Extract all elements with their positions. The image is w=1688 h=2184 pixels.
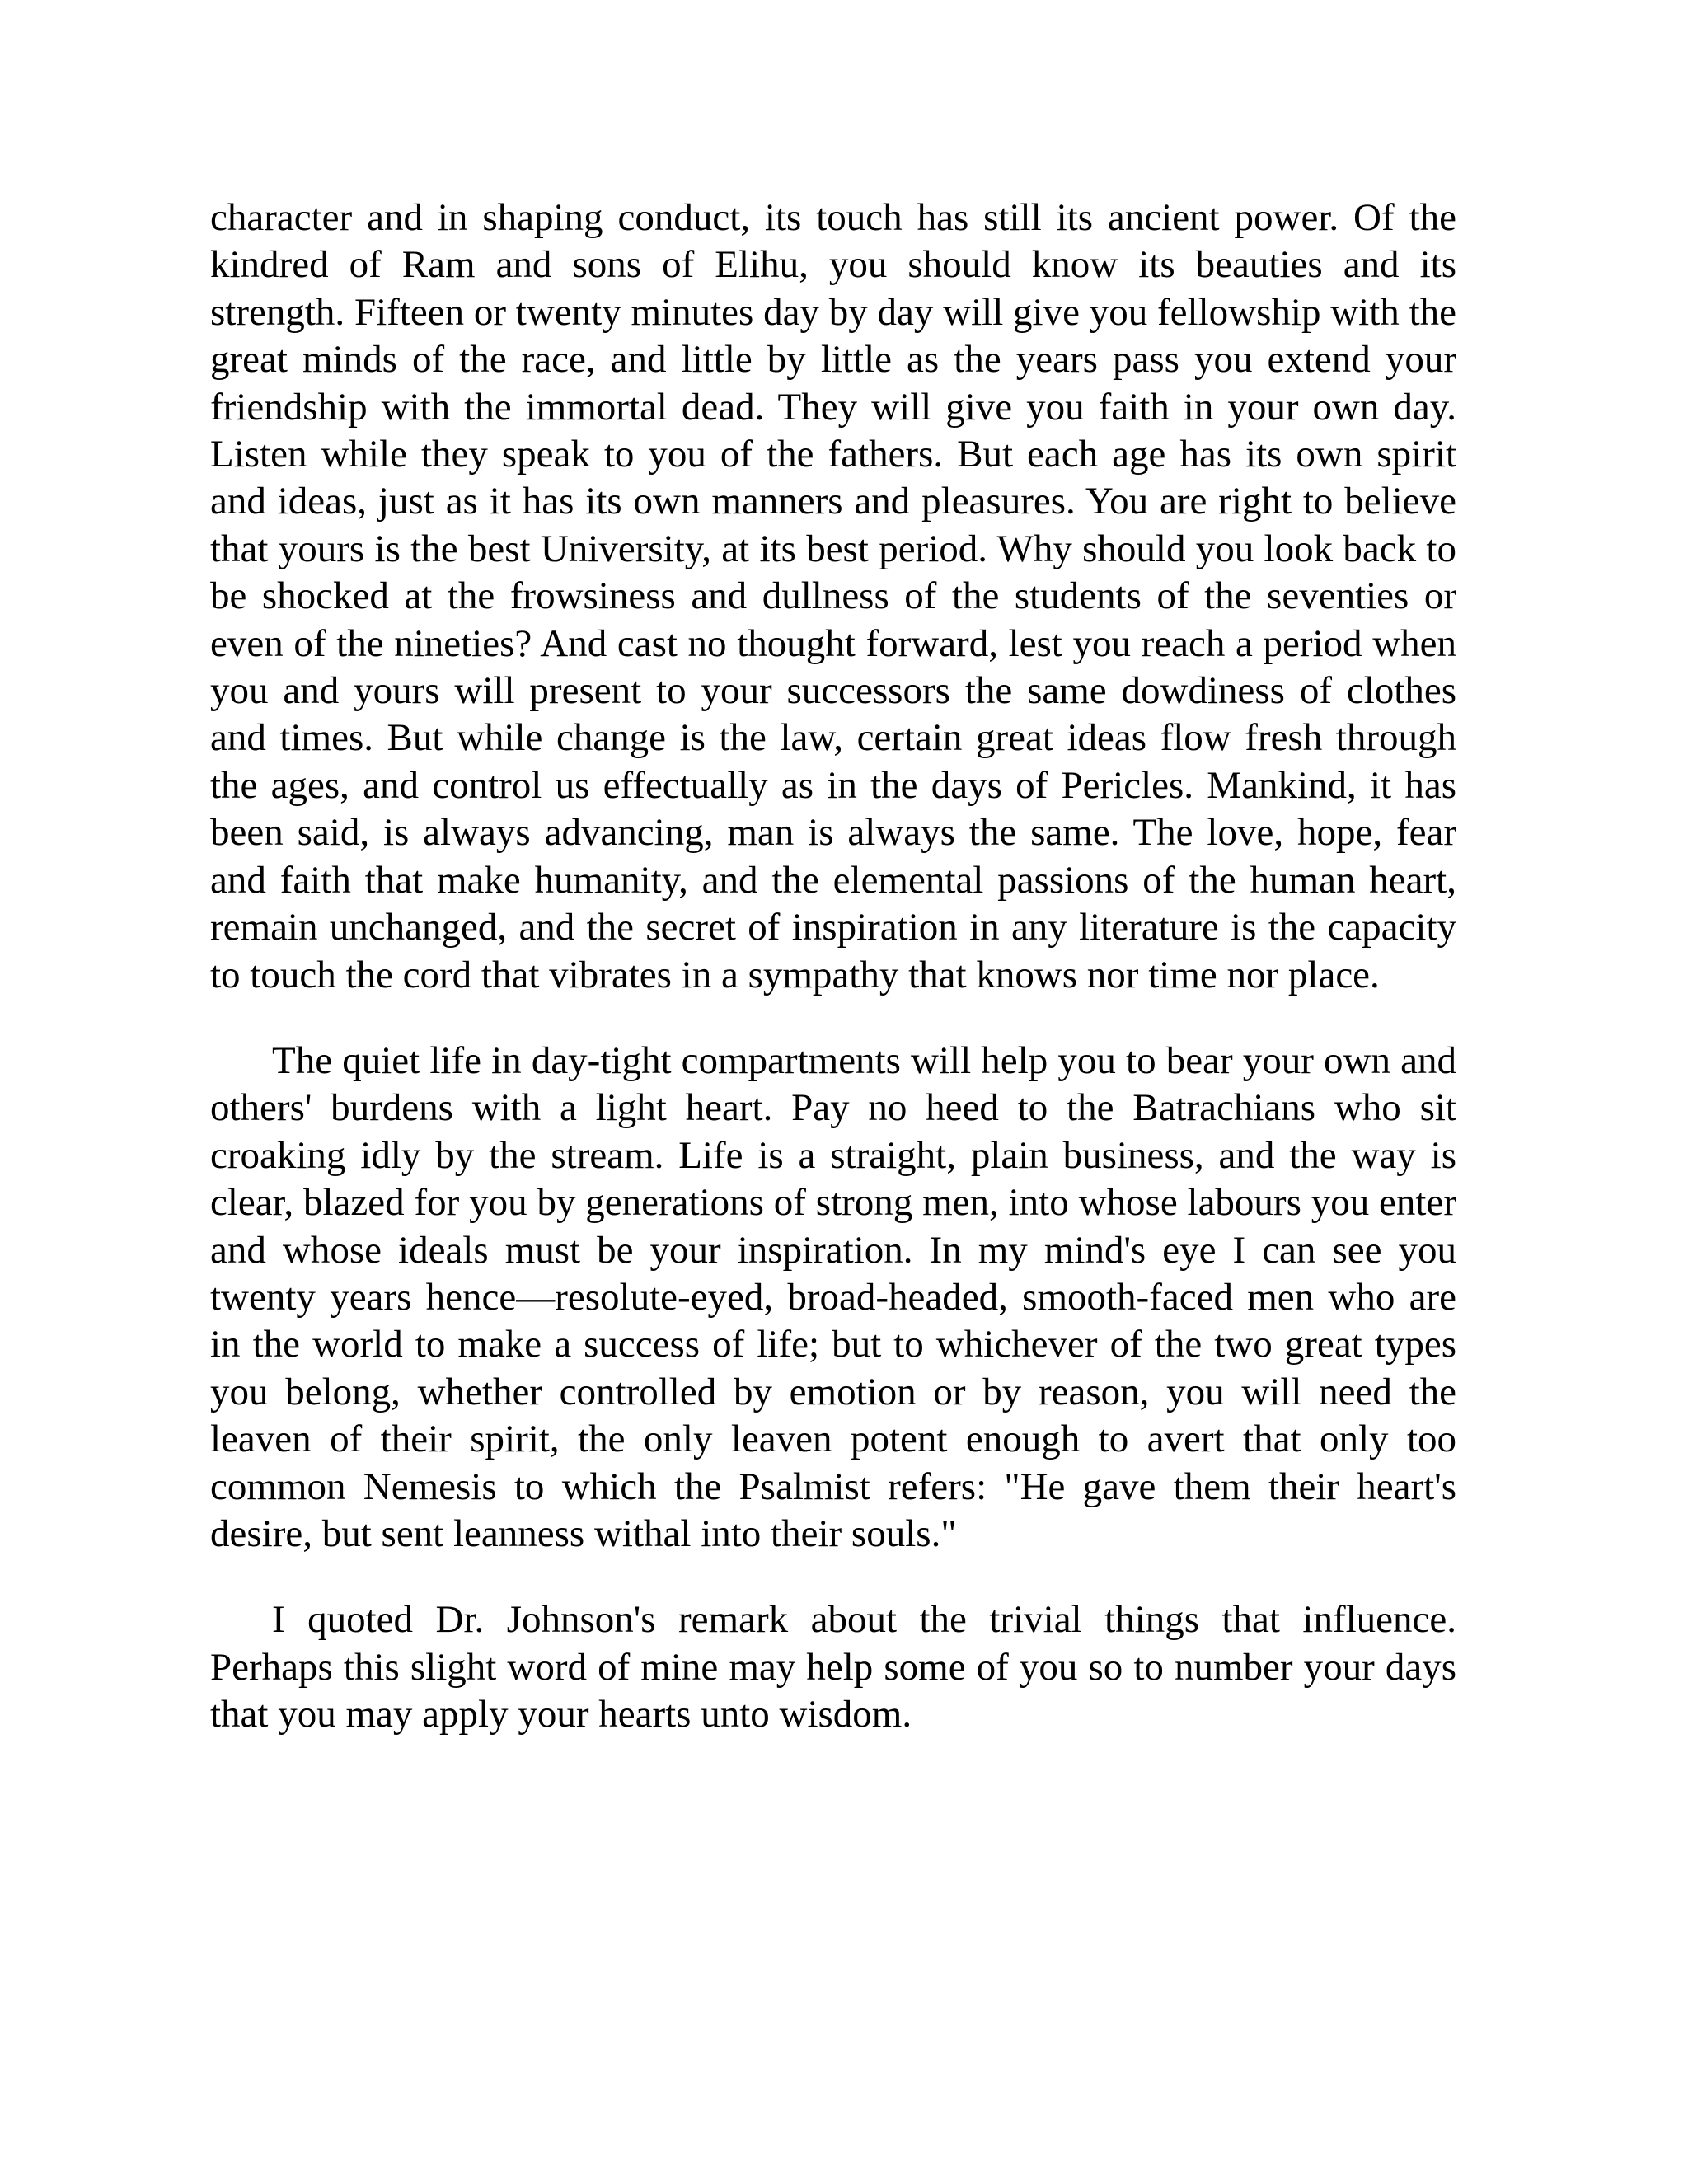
paragraph-1: character and in shaping conduct, its touch has still its ancient power. Of the kindred of Ram and sons of Elihu, you should know its beauties and its strength. Fifteen or twenty minutes day by day will give you fellowship with the great minds of the race, and little by little as the years pass you extend your friendship with the immortal dead. They will give you faith in your own day. Listen while they speak to you of the fathers. But each age has its own spirit and ideas, just as it has its own manners and pleasures. You are right to believe that yours is the best University, at its best period. Why should you look back to be shocked at the frowsiness and dullness of the students of the seventies or even of the nineties? And cast no thought forward, lest you reach a period when you and yours will present to your successors the same dowdiness of clothes and times. But while change is the law, certain great ideas flow fresh through the ages, and control us effectually as in the days of Pericles. Mankind, it has been said, is always advancing, man is always the same. The love, hope, fear and faith that make humanity, and the elemental passions of the human heart, remain unchanged, and the secret of inspiration in any literature is the capacity to touch the cord that vibrates in a sympathy that knows nor time nor place. [210,196,1456,996]
paragraph-3: I quoted Dr. Johnson's remark about the trivial things that influence. Perhaps this slight word of mine may help some of you so to number your days that you may apply your hearts unto wisdom. [210,1598,1456,1736]
paragraph-2: The quiet life in day-tight compartments will help you to bear your own and others' burdens with a light heart. Pay no heed to the Batrachians who sit croaking idly by the stream. Life is a straight, plain business, and the way is clear, blazed for you by generations of strong men, into whose labours you enter and whose ideals must be your inspiration. In my mind's eye I can see you twenty years hence—resolute-eyed, broad-headed, smooth-faced men who are in the world to make a success of life; but to whichever of the two great types you belong, whether controlled by emotion or by reason, you will need the leaven of their spirit, the only leaven potent enough to avert that only too common Nemesis to which the Psalmist refers: "He gave them their heart's desire, but sent leanness withal into their souls." [210,1038,1456,1555]
document-page [210,194,1456,1739]
